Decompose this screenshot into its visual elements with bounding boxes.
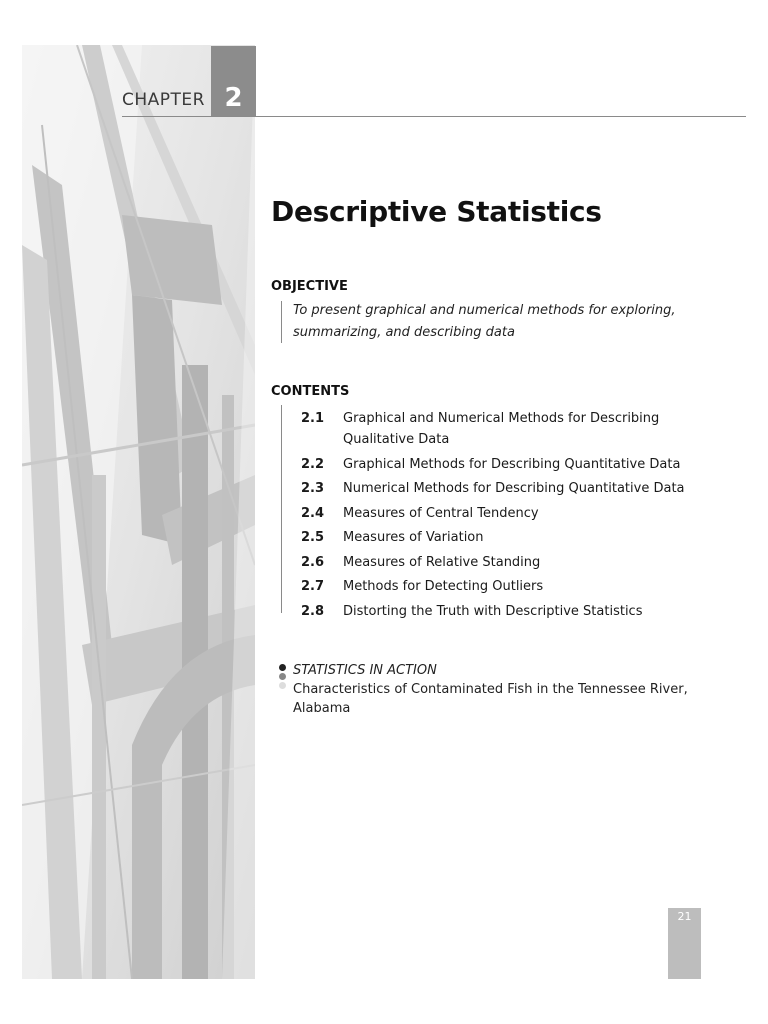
bullet-dot-icon (279, 682, 286, 689)
toc-item (301, 503, 721, 524)
contents-list (301, 408, 721, 625)
objective-text: To present graphical and numerical methods for exploring, summarizing, and describing data (293, 303, 676, 340)
objective-heading: OBJECTIVE (271, 279, 348, 294)
chapter-label: CHAPTER (122, 90, 205, 110)
chapter-number: 2 (224, 83, 243, 113)
chapter-number-box (211, 46, 256, 117)
page-number-box (668, 908, 701, 979)
header-rule (122, 116, 746, 117)
toc-number: 2.4 (301, 505, 325, 521)
toc-title: Measures of Variation (343, 530, 484, 545)
toc-number: 2.7 (301, 579, 325, 594)
statistics-in-action-text: Characteristics of Contaminated Fish in the Tennessee River, Alabama (293, 682, 688, 716)
toc-title: Methods for Detecting Outliers (343, 579, 544, 594)
chapter-title: Descriptive Statistics (271, 195, 602, 228)
toc-title: Graphical Methods for Describing Quantitative Data (343, 456, 681, 472)
page-number: 21 (677, 910, 692, 923)
toc-title: Measures of Relative Standing (343, 554, 541, 570)
toc-item (301, 601, 721, 622)
chapter-opener-photo (22, 45, 255, 979)
bullet-dot-icon (279, 664, 286, 671)
statistics-in-action-bullets (279, 664, 289, 691)
toc-item (301, 527, 721, 548)
toc-number: 2.3 (301, 481, 325, 496)
toc-item (301, 454, 721, 475)
objective-bar (281, 301, 282, 343)
statistics-in-action-heading: STATISTICS IN ACTION (293, 663, 437, 678)
toc-item (301, 478, 721, 499)
toc-number: 2.6 (301, 554, 325, 570)
toc-number: 2.8 (301, 603, 325, 619)
bullet-dot-icon (279, 673, 286, 680)
toc-number: 2.1 (301, 411, 325, 426)
toc-item (301, 576, 721, 597)
contents-heading: CONTENTS (271, 384, 350, 399)
toc-title: Measures of Central Tendency (343, 505, 539, 521)
toc-number: 2.2 (301, 456, 325, 472)
toc-number: 2.5 (301, 530, 325, 545)
toc-title: Distorting the Truth with Descriptive Statistics (343, 603, 643, 619)
toc-title: Graphical and Numerical Methods for Describing Qualitative Data (343, 411, 660, 447)
contents-bar (281, 405, 282, 613)
toc-title: Numerical Methods for Describing Quantitative Data (343, 481, 685, 496)
toc-item (301, 408, 721, 450)
toc-item (301, 552, 721, 573)
